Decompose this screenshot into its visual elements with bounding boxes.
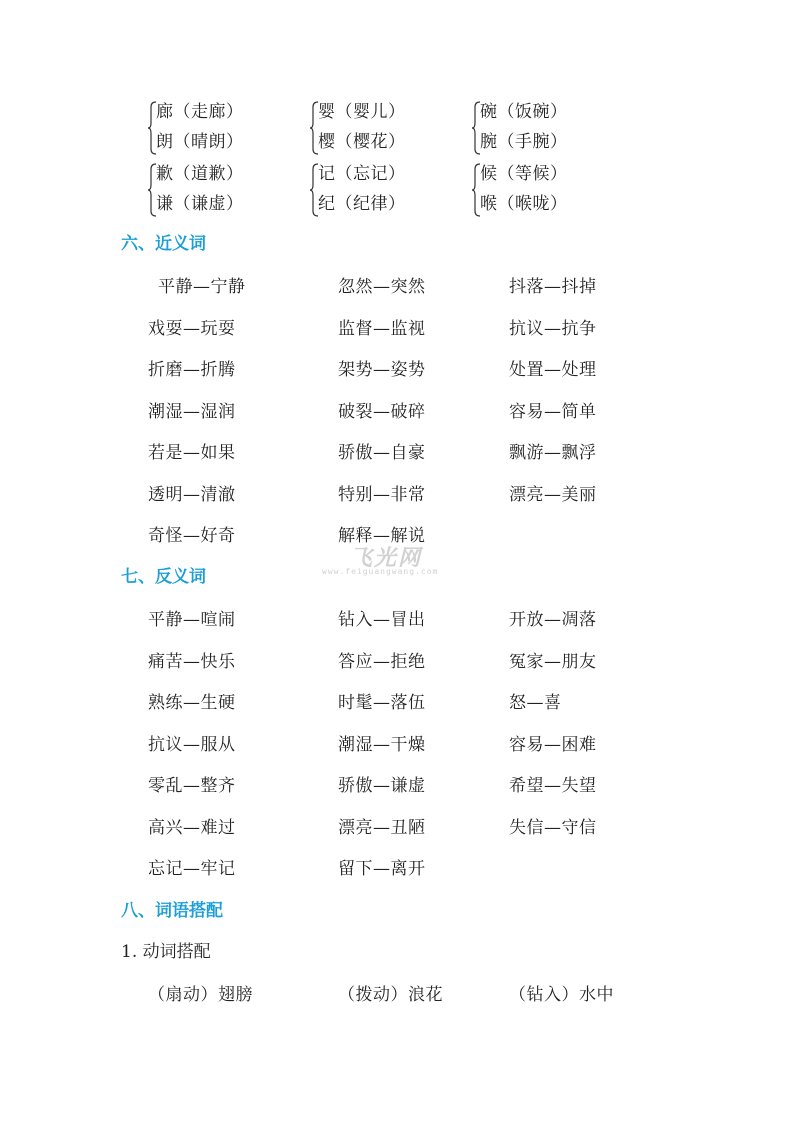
- synonym-pair: 骄傲—自豪: [338, 443, 426, 463]
- antonym-pair: 希望—失望: [509, 776, 597, 796]
- antonym-pair: 失信—守信: [509, 817, 597, 838]
- antonym-pair: 熟练—生硬: [148, 693, 236, 713]
- antonym-pair: 时髦—落伍: [338, 693, 426, 713]
- antonym-pair: 怒—喜: [509, 693, 562, 713]
- char-pair-line: 廊（走廊）: [156, 102, 244, 122]
- char-group: [310, 159, 430, 219]
- antonym-pair: 骄傲—谦虚: [338, 776, 426, 796]
- subheading-verb-collocation: 1. 动词搭配: [121, 942, 211, 962]
- watermark-logo: 飞光网 www.feiguangwang.com: [322, 546, 439, 576]
- synonym-pair: 潮湿—湿润: [148, 401, 236, 422]
- synonym-pair: 奇怪—好奇: [148, 526, 236, 546]
- synonym-pair: 若是—如果: [148, 443, 236, 463]
- antonym-pair: 零乱—整齐: [148, 776, 236, 796]
- antonym-pair: 开放—凋落: [509, 610, 597, 630]
- char-pair-line: 歉（道歉）: [156, 164, 244, 184]
- synonym-pair: 容易—简单: [509, 401, 597, 422]
- antonym-pair: 容易—困难: [509, 734, 597, 755]
- char-pair-line: 樱（樱花）: [318, 132, 406, 152]
- char-group: [148, 97, 268, 157]
- section-heading-synonyms: 六、近义词: [121, 234, 206, 254]
- antonym-pair: 钻入—冒出: [338, 610, 426, 630]
- synonym-pair: 飘游—飘浮: [509, 443, 597, 463]
- antonym-pair: 高兴—难过: [148, 817, 236, 838]
- synonym-pair: 特别—非常: [338, 484, 426, 505]
- antonym-pair: 忘记—牢记: [148, 859, 236, 879]
- synonym-pair: 漂亮—美丽: [509, 484, 597, 505]
- synonym-pair: 破裂—破碎: [338, 401, 426, 422]
- antonym-pair: 冤家—朋友: [509, 651, 597, 672]
- synonym-pair: 抗议—抗争: [509, 318, 597, 339]
- synonym-pair: 平静—宁静: [158, 277, 246, 297]
- synonym-pair: 监督—监视: [338, 318, 426, 339]
- synonym-pair: 架势—姿势: [338, 360, 426, 380]
- antonym-pair: 答应—拒绝: [338, 651, 426, 672]
- collocation-item: （扇动）翅膀: [148, 985, 253, 1005]
- char-pair-line: 纪（纪律）: [318, 194, 406, 214]
- antonym-pair: 留下—离开: [338, 859, 426, 879]
- char-group: [148, 159, 268, 219]
- char-pair-line: 候（等候）: [480, 164, 568, 184]
- char-pair-line: 腕（手腕）: [480, 132, 568, 152]
- antonym-pair: 潮湿—干燥: [338, 734, 426, 755]
- section-heading-antonyms: 七、反义词: [121, 567, 206, 587]
- antonym-pair: 抗议—服从: [148, 734, 236, 755]
- char-pair-line: 记（忘记）: [318, 164, 406, 184]
- antonym-pair: 痛苦—快乐: [148, 651, 236, 672]
- synonym-pair: 处置—处理: [509, 360, 597, 380]
- antonym-pair: 漂亮—丑陋: [338, 817, 426, 838]
- collocation-item: （钻入）水中: [509, 985, 614, 1005]
- char-pair-line: 朗（晴朗）: [156, 132, 244, 152]
- section-heading-collocation: 八、词语搭配: [121, 901, 223, 921]
- char-group: [472, 159, 592, 219]
- synonym-pair: 戏耍—玩耍: [148, 318, 236, 339]
- char-group: [310, 97, 430, 157]
- antonym-pair: 平静—喧闹: [148, 610, 236, 630]
- char-group: [472, 97, 592, 157]
- synonym-pair: 忽然—突然: [338, 277, 426, 297]
- synonym-pair: 透明—清澈: [148, 484, 236, 505]
- synonym-pair: 解释—解说: [338, 526, 426, 546]
- char-pair-line: 碗（饭碗）: [480, 102, 568, 122]
- synonym-pair: 抖落—抖掉: [509, 277, 597, 297]
- synonym-pair: 折磨—折腾: [148, 360, 236, 380]
- char-pair-line: 婴（婴儿）: [318, 102, 406, 122]
- collocation-item: （拨动）浪花: [338, 985, 443, 1005]
- char-pair-line: 谦（谦虚）: [156, 194, 244, 214]
- char-pair-line: 喉（喉咙）: [480, 194, 568, 214]
